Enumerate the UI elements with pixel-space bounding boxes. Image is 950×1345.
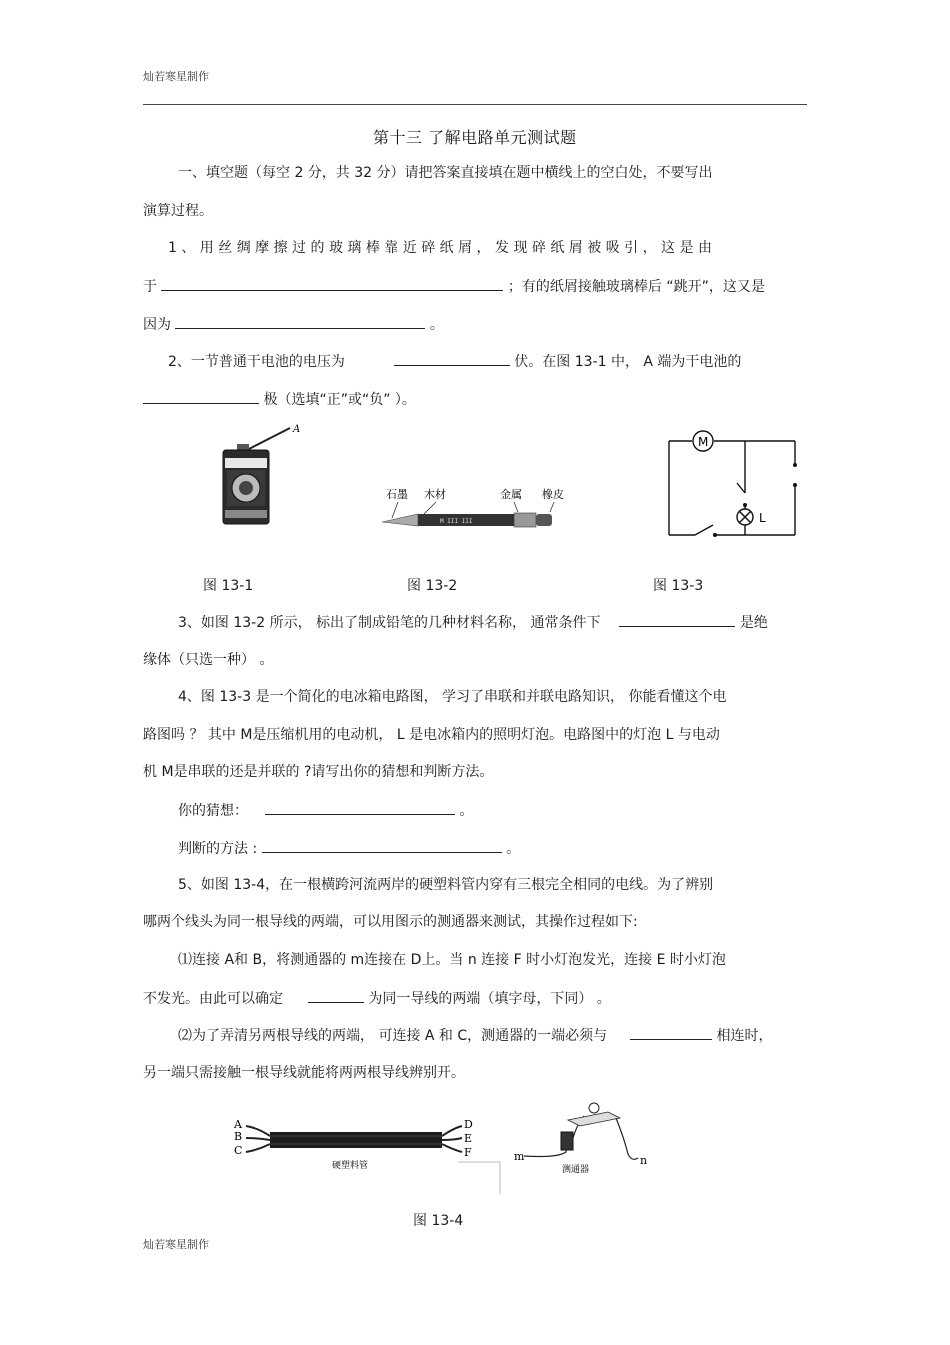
q4-guess <box>178 800 473 821</box>
q3-line1-prefix: 3、如图 13-2 所示， 标出了制成铅笔的几种材料名称， 通常条件下 <box>178 615 601 631</box>
fig1-caption: 图 13-1 <box>203 578 254 594</box>
q5-p1-prefix: 不发光。由此可以确定 <box>143 991 283 1007</box>
q2-line1-prefix: 2、一节普通干电池的电压为 <box>168 354 345 370</box>
fig4-label-d: D <box>464 1118 473 1131</box>
fig2-label-graphite: 石墨 <box>386 488 408 501</box>
fig4-label-b: B <box>234 1130 243 1143</box>
fig4-label-n: n <box>640 1154 648 1167</box>
q1-line2-suffix: ；有的纸屑接触玻璃棒后 “跳开”，这又是 <box>507 279 765 295</box>
q4-guess-blank[interactable] <box>265 800 455 815</box>
q1-line2 <box>143 276 765 297</box>
fig4-caption: 图 13-4 <box>413 1213 464 1229</box>
q1-line3 <box>143 314 444 335</box>
fig4-label-m: m <box>514 1150 525 1163</box>
q4-method <box>178 838 520 859</box>
header-rule <box>143 104 807 105</box>
fig2-label-wood: 木材 <box>424 488 446 501</box>
figure-13-2-pencil <box>378 482 578 532</box>
q2-line1-suffix: 伏。在图 13-1 中， A 端为干电池的 <box>514 354 742 370</box>
section1-line1: 一、填空题（每空 2 分，共 32 分）请把答案直接填在题中横线上的空白处，不要写出 <box>178 165 713 181</box>
q4-guess-suffix: 。 <box>459 803 474 819</box>
q5-line2: 哪两个线头为同一根导线的两端，可以用图示的测通器来测试，其操作过程如下: <box>143 914 638 930</box>
q3-line2: 缘体（只选一种） 。 <box>143 652 274 668</box>
q5-blank-1[interactable] <box>308 988 364 1003</box>
header-text: 灿若寒星制作 <box>143 70 209 83</box>
q4-method-suffix: 。 <box>506 841 521 857</box>
fig4-label-a: A <box>234 1118 242 1131</box>
q2-line2-suffix: 极（选填“正”或“负” ）。 <box>263 392 416 408</box>
q5-p2-suffix: 相连时， <box>716 1028 773 1044</box>
q1-line3-suffix: 。 <box>429 317 444 333</box>
fig4-pipe-label: 硬塑料管 <box>332 1161 369 1171</box>
fig3-caption: 图 13-3 <box>653 578 704 594</box>
q1-line1: 1 、 用 丝 绸 摩 擦 过 的 玻 璃 棒 靠 近 碎 纸 屑 ， 发 现 碎 纸 屑 被 吸 引 ， 这 是 由 <box>168 240 712 256</box>
fig2-label-eraser: 橡皮 <box>542 488 564 501</box>
q5-p2-prefix: ⑵为了弄清另两根导线的两端， 可连接 A 和 C，测通器的一端必须与 <box>178 1028 608 1044</box>
fig4-label-f: F <box>464 1146 472 1159</box>
q1-line3-prefix: 因为 <box>143 317 171 333</box>
q1-blank-2[interactable] <box>175 314 425 329</box>
fig1-label-a: A <box>293 424 301 435</box>
q4-method-label: 判断的方法 : <box>178 841 258 857</box>
figure-13-4-pipe-tester <box>228 1098 668 1198</box>
q5-blank-2[interactable] <box>630 1025 712 1040</box>
footer-text: 灿若寒星制作 <box>143 1238 209 1251</box>
fig4-tester-label: 测通器 <box>562 1165 590 1175</box>
q5-p2-line1 <box>178 1025 773 1046</box>
figure-13-1-battery <box>215 422 305 530</box>
fig3-label-l: L <box>759 511 766 525</box>
q4-line2: 路图吗 ？ 其中 M是压缩机用的电动机， L 是电冰箱内的照明灯泡。电路图中的灯泡 L 与电动 <box>143 727 720 743</box>
q3-blank[interactable] <box>619 612 735 627</box>
q4-line1: 4、图 13-3 是一个简化的电冰箱电路图， 学习了串联和并联电路知识， 你能看懂这个电 <box>178 689 727 705</box>
q2-blank-1[interactable] <box>394 351 510 366</box>
q3-line1-suffix: 是绝 <box>739 615 768 631</box>
fig4-label-c: C <box>234 1144 243 1157</box>
fig2-caption: 图 13-2 <box>407 578 458 594</box>
q2-blank-2[interactable] <box>143 389 259 404</box>
q5-p1-line1: ⑴连接 A和 B，将测通器的 m连接在 D上。当 n 连接 F 时小灯泡发光，连接 E 时小灯泡 <box>178 952 726 968</box>
svg-text:M III III: M III III <box>440 518 473 525</box>
fig3-label-m: M <box>698 435 709 449</box>
q5-p1-suffix: 为同一导线的两端（填字母，下同） 。 <box>368 991 611 1007</box>
q5-p2-line2: 另一端只需接触一根导线就能将两两根导线辨别开。 <box>143 1065 465 1081</box>
figure-13-3-circuit <box>665 425 805 540</box>
q1-blank-1[interactable] <box>161 276 503 291</box>
q2-line2 <box>143 389 416 410</box>
q4-line3: 机 M是串联的还是并联的 ?请写出你的猜想和判断方法。 <box>143 764 494 780</box>
section1-line2: 演算过程。 <box>143 203 213 219</box>
fig2-label-metal: 金属 <box>500 488 522 501</box>
q4-guess-label: 你的猜想： <box>178 803 248 819</box>
q5-p1-line2 <box>143 988 611 1009</box>
q4-method-blank[interactable] <box>262 838 502 853</box>
page-title: 第十三 了解电路单元测试题 <box>373 128 577 147</box>
q3-line1 <box>178 612 768 633</box>
q1-line2-prefix: 于 <box>143 279 157 295</box>
fig4-label-e: E <box>464 1132 473 1145</box>
q2-line1 <box>168 351 741 372</box>
q5-line1: 5、如图 13-4，在一根横跨河流两岸的硬塑料管内穿有三根完全相同的电线。为了辨别 <box>178 877 714 893</box>
